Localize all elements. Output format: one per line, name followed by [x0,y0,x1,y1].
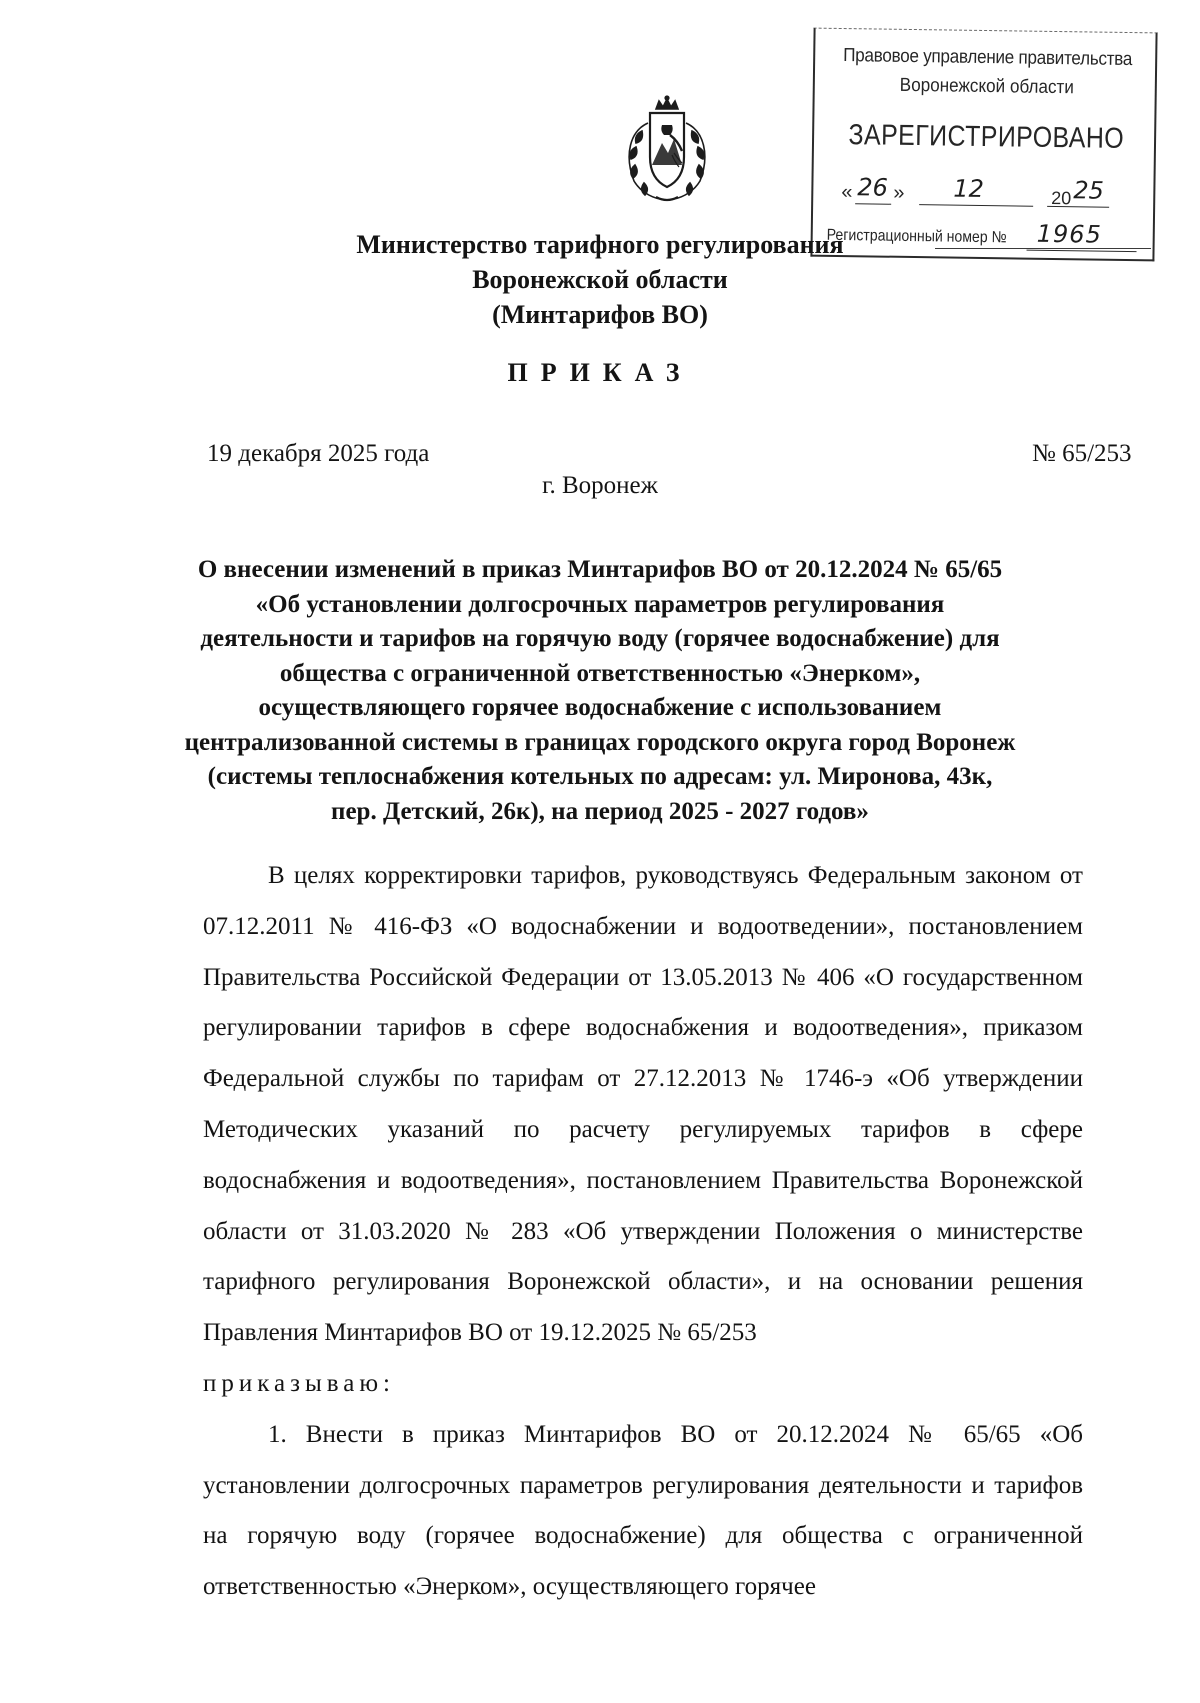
title-line: общества с ограниченной ответственностью «Энерком», [279,659,921,687]
ministry-heading [150,227,1050,332]
title-line: (системы теплоснабжения котельных по адресам: ул. Миронова, 43к, [207,763,993,790]
stamp-day: 26 [857,173,889,202]
stamp-date [841,171,1142,215]
order-word: приказываю: [203,1369,395,1397]
ministry-line-1: Министерство тарифного регулирования [356,230,844,259]
title-line: О внесении изменений в приказ Минтарифов ВО от 20.12.2024 № 65/65 [197,556,1003,583]
stamp-reg-value: 1965 [1036,219,1103,249]
stamp-reg-label: Регистрационный номер № [826,226,1007,247]
ministry-line-3: (Минтарифов ВО) [492,300,708,329]
stamp-quote-open: « [841,181,853,204]
order-number: № 65/253 [1032,440,1132,467]
order-city: г. Воронеж [542,472,658,499]
stamp-month: 12 [953,174,985,204]
title-line: централизованной системы в границах городского округа город Воронеж [184,728,1016,756]
stamp-org-line2: Воронежской области [899,74,1075,99]
stamp-org-line1: Правовое управление правительства [843,45,1133,71]
order-body [203,851,1083,1613]
title-line: «Об установлении долгосрочных параметров регулирования [255,590,945,618]
stamp-year-prefix: 20 [1051,187,1072,209]
title-line: деятельности и тарифов на горячую воду (горячее водоснабжение) для [200,625,1000,652]
item-1-paragraph: 1. Внести в приказ Минтарифов ВО от 20.12.2024 № 65/65 «Об установлении долгосрочных параметров регулирования деятельности и тарифов на горячую воду (горячее водоснабжение) для общества с ограниченной ответственностью «Энерком», осуществляющего горячее [203,1420,1083,1601]
ministry-line-2: Воронежской области [472,265,728,294]
preamble-paragraph: В целях корректировки тарифов, руководствуясь Федеральным законом от 07.12.2011 № 416-ФЗ «О водоснабжении и водоотведении», постановлением Правительства Российской Федерации от 13.05.2013 № 406 «О государственном регулировании тарифов в сфере водоснабжения и водоотведения», приказом Федеральной службы по тарифам от 27.12.2013 № 1746-э «Об утверждении Методических указаний по расчету регулируемых тарифов в сфере водоснабжения и водоотведения», постановлением Правительства Воронежской области от 31.03.2020 № 283 «Об утверждении Положения о министерстве тарифного регулирования Воронежской области», и на основании решения Правления Минтарифов ВО от 19.12.2025 № 65/253 [203,862,1083,1347]
order-date: 19 декабря 2025 года [207,440,430,467]
stamp-status: ЗАРЕГИСТРИРОВАНО [848,119,1125,155]
stamp-quote-close: » [893,181,905,204]
stamp-year-suffix: 25 [1073,176,1105,205]
title-line: осуществляющего горячее водоснабжение с использованием [258,694,942,721]
title-line: пер. Детский, 26к), на период 2025 - 2027 годов» [331,797,869,825]
document-type: ПРИКАЗ [507,358,693,387]
coat-of-arms-icon [612,95,722,205]
order-title [140,553,1060,829]
